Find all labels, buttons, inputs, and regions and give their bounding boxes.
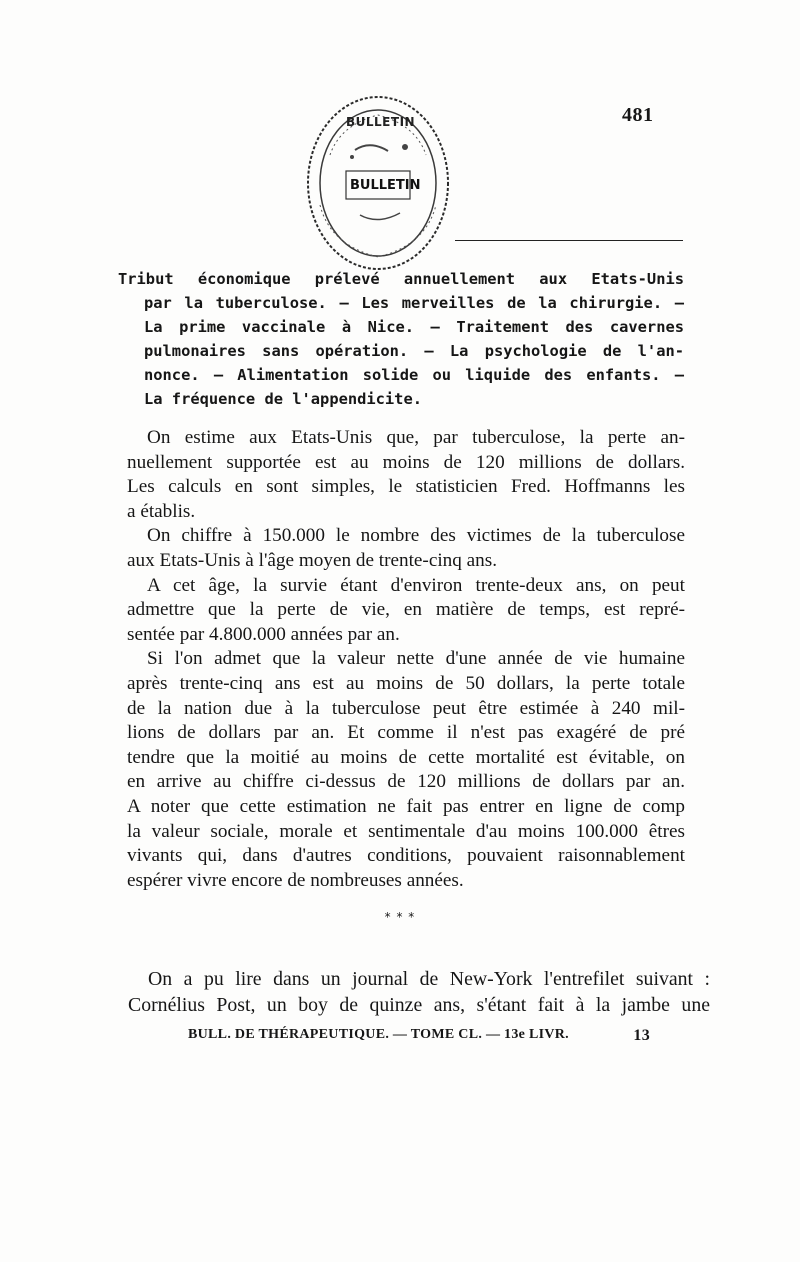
summary-line: par la tuberculose. — Les merveilles de la chirurgie. — <box>144 294 684 312</box>
text-line: espérer vivre encore de nombreuses années. <box>127 869 464 891</box>
paragraph <box>127 524 685 573</box>
text-line: a établis. <box>127 500 196 522</box>
text-line: la valeur sociale, morale et sentimentale d'au moins 100.000 êtres <box>127 820 685 842</box>
text-line: lions de dollars par an. Et comme il n'est pas exagéré de pré <box>127 722 685 744</box>
section-separator <box>380 912 420 923</box>
stamp-center-text: BULLETIN <box>350 178 421 193</box>
text-line: tendre que la moitié au moins de cette mortalité est évitable, on <box>127 746 685 768</box>
chapter-summary <box>118 267 684 411</box>
text-line: On a pu lire dans un journal de New-York l'entrefilet suivant : <box>148 968 710 990</box>
article-body <box>127 426 685 893</box>
text-line: vivants qui, dans d'autres conditions, pouvaient raisonnablement <box>127 845 685 867</box>
stamp-top-text: BULLETIN <box>346 115 416 129</box>
text-line: de la nation due à la tuberculose peut être estimée à 240 mil- <box>127 697 685 719</box>
text-line: en arrive au chiffre ci-dessus de 120 millions de dollars par an. <box>127 771 685 793</box>
text-line: On chiffre à 150.000 le nombre des victimes de la tuberculose <box>147 525 685 547</box>
asterism: * * * <box>384 910 416 924</box>
summary-line: La prime vaccinale à Nice. — Traitement des cavernes <box>144 318 684 336</box>
text-line: sentée par 4.800.000 années par an. <box>127 623 400 645</box>
summary-line: Tribut économique prélevé annuellement aux Etats-Unis <box>118 270 684 288</box>
summary-line: pulmonaires sans opération. — La psychologie de l'an- <box>144 342 684 360</box>
text-line: Si l'on admet que la valeur nette d'une année de vie humaine <box>147 648 685 670</box>
text-line: Les calculs en sont simples, le statisticien Fred. Hoffmanns les <box>127 476 685 498</box>
library-stamp <box>300 85 460 280</box>
paragraph <box>127 426 685 524</box>
page-number: 481 <box>622 104 654 126</box>
text-line: après trente-cinq ans est au moins de 50 dollars, la perte totale <box>127 672 685 694</box>
paragraph <box>127 647 685 893</box>
text-line: admettre que la perte de vie, en matière de temps, est repré- <box>127 599 685 621</box>
page-footer <box>188 1027 650 1045</box>
running-title: BULL. DE THÉRAPEUTIQUE. — TOME CL. — 13e LIVR. <box>188 1027 569 1042</box>
text-line: nuellement supportée est au moins de 120 millions de dollars. <box>127 451 685 473</box>
text-line: A noter que cette estimation ne fait pas entrer en ligne de comp <box>127 795 685 817</box>
text-line: aux Etats-Unis à l'âge moyen de trente-cinq ans. <box>127 549 498 571</box>
continuation-text <box>128 966 710 1018</box>
header-rule <box>455 240 683 241</box>
text-line: A cet âge, la survie étant d'environ trente-deux ans, on peut <box>147 574 685 596</box>
signature-mark: 13 <box>633 1027 650 1044</box>
summary-line: nonce. — Alimentation solide ou liquide des enfants. — <box>144 366 684 384</box>
text-line: On estime aux Etats-Unis que, par tuberculose, la perte an- <box>147 427 685 448</box>
paragraph <box>127 574 685 648</box>
text-line: Cornélius Post, un boy de quinze ans, s'étant fait à la jambe une <box>128 994 710 1016</box>
summary-line: La fréquence de l'appendicite. <box>144 390 422 408</box>
